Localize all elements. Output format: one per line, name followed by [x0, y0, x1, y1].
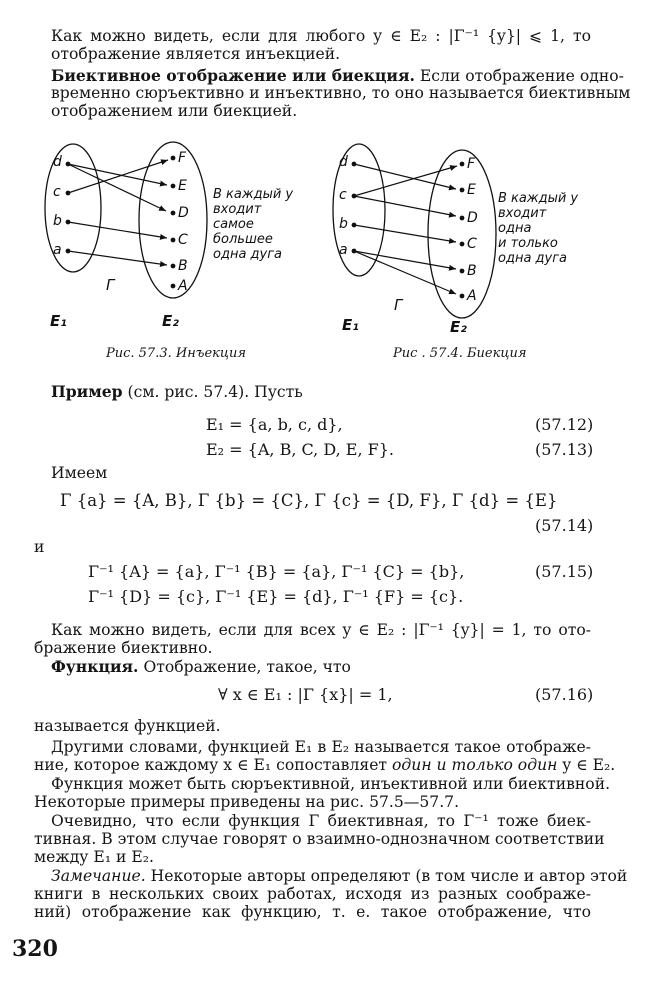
- mapping-arcs: [354, 164, 457, 294]
- set-e2-ellipse: [139, 142, 207, 298]
- text-line: Другими словами, функцией E₁ в E₂ называется такое отображе-: [51, 738, 591, 756]
- text-line: Функция может быть сюръективной, инъективной или биективной.: [51, 775, 611, 793]
- text-line: книги в нескольких своих работах, исходя из разных соображе-: [34, 885, 591, 903]
- e1-label: E₁: [342, 316, 359, 334]
- element-labels: [339, 154, 478, 304]
- text-line: Как можно видеть, если для всех y ∈ E₂ : |Γ⁻¹ {y}| = 1, то ото-: [51, 621, 591, 639]
- svg-text:В каждый у: В каждый у: [213, 187, 294, 202]
- label-C: C: [467, 236, 477, 252]
- text-run: (см. рис. 57.4). Пусть: [122, 383, 303, 401]
- label-F: F: [467, 156, 476, 172]
- label-B: B: [467, 263, 477, 279]
- label-A: A: [178, 278, 188, 294]
- equation: E₁ = {a, b, c, d},: [206, 415, 343, 434]
- bijection-diagram: [322, 138, 612, 343]
- equation-number: (57.12): [535, 415, 594, 434]
- text-line: Имеем: [51, 464, 108, 482]
- text-line: Некоторые примеры приведены на рис. 57.5—57.7.: [34, 793, 460, 811]
- term-heading: Пример: [51, 382, 123, 401]
- label-F: F: [178, 150, 187, 166]
- e1-label: E₁: [50, 312, 67, 330]
- text-line: и: [34, 538, 45, 556]
- gamma-label: Γ: [106, 276, 115, 294]
- svg-text:входит: входит: [498, 206, 547, 221]
- text-run: ние, которое каждому x ∈ E₁ сопоставляет: [34, 756, 393, 774]
- label-c: c: [339, 187, 347, 203]
- e2-label: E₂: [162, 312, 179, 330]
- text-line: тивная. В этом случае говорят о взаимно-однозначном соответствии: [34, 830, 605, 848]
- emphasis: один и только один: [392, 756, 558, 774]
- text-line: временно сюръективно и инъективно, то оно называется биективным: [51, 84, 631, 102]
- text-line: отображением или биекцией.: [51, 102, 298, 120]
- gamma-label: Γ: [394, 296, 403, 314]
- svg-text:самое: самое: [213, 217, 254, 232]
- text-line: [34, 756, 615, 775]
- svg-text:одна: одна: [498, 221, 532, 236]
- svg-text:входит: входит: [213, 202, 262, 217]
- set-e2-ellipse: [428, 150, 496, 318]
- svg-text:В каждый у: В каждый у: [498, 191, 579, 206]
- page-number: 320: [12, 936, 58, 962]
- e2-label: E₂: [450, 318, 467, 336]
- equation: ∀ x ∈ E₁ : |Γ {x}| = 1,: [218, 685, 393, 704]
- injection-diagram: [28, 138, 318, 338]
- equation: Γ⁻¹ {D} = {c}, Γ⁻¹ {E} = {d}, Γ⁻¹ {F} = {c}.: [88, 587, 464, 606]
- text-run: Отображение, такое, что: [138, 658, 351, 676]
- label-c: c: [53, 184, 61, 200]
- equation: Γ⁻¹ {A} = {a}, Γ⁻¹ {B} = {a}, Γ⁻¹ {C} = {b},: [88, 562, 465, 581]
- text-line: называется функцией.: [34, 717, 221, 735]
- text-line: Очевидно, что если функция Γ биективная, то Γ⁻¹ тоже биек-: [51, 812, 591, 830]
- element-dots: [352, 162, 465, 299]
- text-line: Как можно видеть, если для любого y ∈ E₂ : |Γ⁻¹ {y}| ⩽ 1, то: [51, 27, 591, 45]
- label-d: d: [339, 154, 348, 170]
- equation: E₂ = {A, B, C, D, E, F}.: [206, 440, 394, 459]
- equation-number: (57.14): [535, 516, 594, 535]
- label-C: C: [178, 232, 188, 248]
- text-line: бражение биективно.: [34, 639, 213, 657]
- label-B: B: [178, 258, 188, 274]
- label-d: d: [53, 154, 62, 170]
- text-line: [51, 867, 628, 886]
- svg-text:одна дуга: одна дуга: [213, 247, 283, 262]
- svg-text:одна дуга: одна дуга: [498, 251, 568, 266]
- equation-number: (57.16): [535, 685, 594, 704]
- label-b: b: [339, 216, 348, 232]
- label-E: E: [467, 182, 476, 198]
- text-run: y ∈ E₂.: [557, 756, 616, 774]
- text-line: [51, 657, 351, 677]
- label-b: b: [53, 213, 62, 229]
- label-A: A: [467, 288, 477, 304]
- term-heading: Замечание.: [51, 867, 146, 885]
- text-run: Если отображение одно-: [414, 67, 624, 85]
- text-line: [51, 66, 624, 86]
- label-D: D: [467, 210, 478, 226]
- mapping-arcs: [68, 160, 168, 265]
- figure-caption: Рис . 57.4. Биекция: [393, 346, 527, 361]
- equation-number: (57.13): [535, 440, 594, 459]
- svg-text:и только: и только: [498, 236, 558, 251]
- diagram-note: [213, 187, 293, 262]
- equation: Γ {a} = {A, B}, Γ {b} = {C}, Γ {c} = {D, F}, Γ {d} = {E}: [60, 491, 558, 510]
- text-line: между E₁ и E₂.: [34, 848, 154, 866]
- term-heading: Функция.: [51, 657, 139, 676]
- label-a: a: [53, 242, 62, 258]
- label-E: E: [178, 178, 187, 194]
- text-line: отображение является инъекцией.: [51, 45, 341, 63]
- diagram-note: [498, 191, 578, 266]
- text-run: Некоторые авторы определяют (в том числе и автор этой: [145, 867, 628, 885]
- text-line: [51, 382, 303, 402]
- term-heading: Биективное отображение или биекция.: [51, 66, 415, 85]
- svg-text:большее: большее: [213, 232, 273, 247]
- text-line: ний) отображение как функцию, т. е. такое отображение, что: [34, 903, 591, 921]
- label-a: a: [339, 242, 348, 258]
- equation-number: (57.15): [535, 562, 594, 581]
- label-D: D: [178, 205, 189, 221]
- figure-caption: Рис. 57.3. Инъекция: [106, 346, 246, 361]
